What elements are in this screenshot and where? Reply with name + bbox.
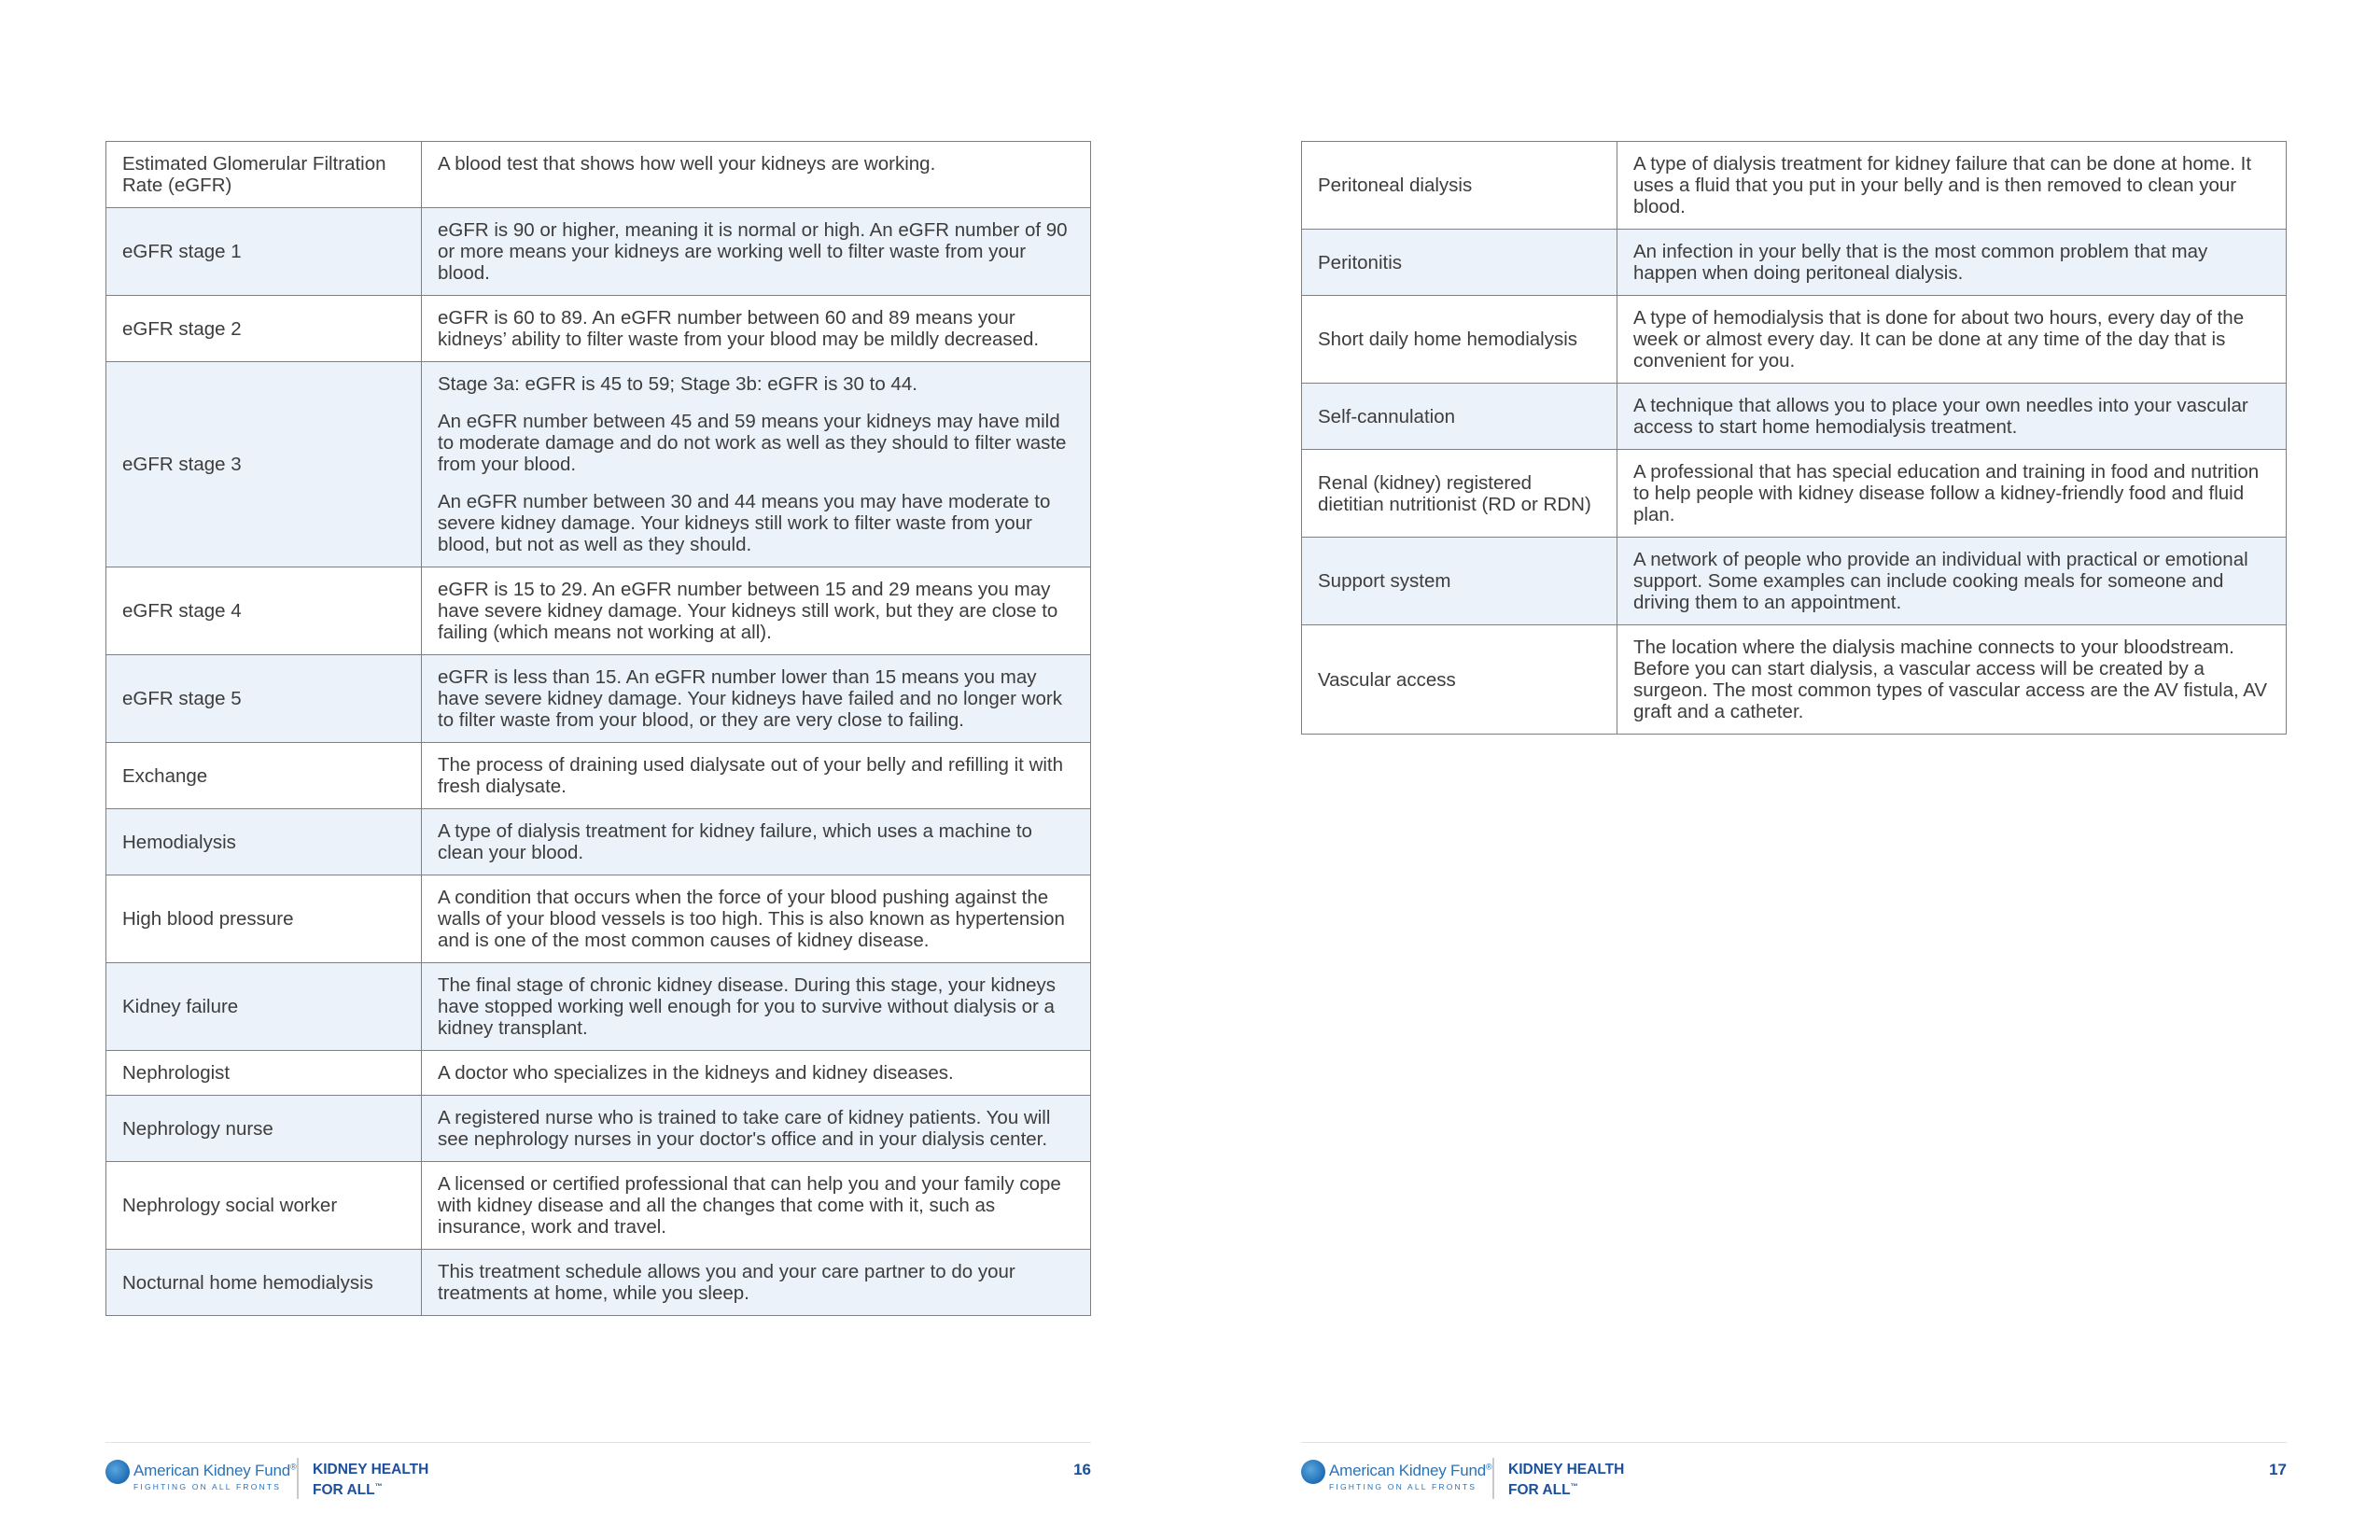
glossary-term: Support system [1302, 538, 1617, 625]
glossary-definition [1617, 142, 2287, 230]
glossary-definition [422, 1096, 1091, 1162]
footer-divider [105, 1442, 1091, 1443]
glossary-row [106, 1162, 1091, 1250]
glossary-term: Kidney failure [106, 963, 422, 1051]
glossary-row [106, 743, 1091, 809]
glossary-term: High blood pressure [106, 875, 422, 963]
glossary-definition [1617, 296, 2287, 384]
glossary-definition [422, 142, 1091, 208]
glossary-definition [422, 208, 1091, 296]
akf-logo-icon [1301, 1460, 1325, 1484]
definition-paragraph: The location where the dialysis machine connects to your bloodstream. Before you can start dialysis, a vascular access will be created by a surgeon. The most common types of vascular access are the AV fistula, AV graft and a catheter. [1633, 637, 2268, 722]
definition-paragraph: A type of hemodialysis that is done for about two hours, every day of the week or almost every day. It can be done at any time of the day that is convenient for you. [1633, 307, 2245, 371]
glossary-row [106, 208, 1091, 296]
page-number: 17 [2269, 1461, 2287, 1478]
glossary-term: Self-cannulation [1302, 384, 1617, 450]
glossary-term: eGFR stage 1 [106, 208, 422, 296]
glossary-row [106, 875, 1091, 963]
org-name: American Kidney Fund® [133, 1462, 297, 1479]
glossary-term: Nocturnal home hemodialysis [106, 1250, 422, 1316]
definition-paragraph: A licensed or certified professional that can help you and your family cope with kidney disease and all the changes that come with it, such as insurance, work and travel. [438, 1173, 1061, 1238]
definition-paragraph: eGFR is 60 to 89. An eGFR number between 60 and 89 means your kidneys’ ability to filter waste from your blood may be mildly decreased. [438, 307, 1040, 350]
definition-paragraph: eGFR is 15 to 29. An eGFR number between 15 and 29 means you may have severe kidney damage. Your kidneys still work, but they are close to failing (which means not working at all). [438, 579, 1058, 643]
glossary-definition [422, 1162, 1091, 1250]
glossary-table [1301, 141, 2287, 735]
glossary-row [106, 1096, 1091, 1162]
glossary-row [1302, 142, 2287, 230]
glossary-row [1302, 230, 2287, 296]
glossary-definition [422, 655, 1091, 743]
glossary-definition [422, 1250, 1091, 1316]
glossary-term: Nephrology social worker [106, 1162, 422, 1250]
glossary-definition [422, 875, 1091, 963]
definition-paragraph: A type of dialysis treatment for kidney failure, which uses a machine to clean your blood. [438, 820, 1032, 863]
glossary-term: Peritonitis [1302, 230, 1617, 296]
glossary-term: Hemodialysis [106, 809, 422, 875]
glossary-definition [1617, 538, 2287, 625]
glossary-row [1302, 296, 2287, 384]
glossary-definition [422, 1051, 1091, 1096]
glossary-definition [422, 296, 1091, 362]
glossary-definition [422, 809, 1091, 875]
org-tagline: FIGHTING ON ALL FRONTS [1329, 1482, 1477, 1491]
definition-paragraph: An eGFR number between 45 and 59 means your kidneys may have mild to moderate damage and do not work as well as they should to filter waste from your blood. [438, 411, 1067, 475]
definition-paragraph: A doctor who specializes in the kidneys and kidney diseases. [438, 1062, 954, 1084]
footer-divider [1301, 1442, 2287, 1443]
glossary-row [106, 142, 1091, 208]
definition-paragraph: A technique that allows you to place your own needles into your vascular access to start home hemodialysis treatment. [1633, 395, 2248, 438]
glossary-row [106, 567, 1091, 655]
glossary-definition [422, 362, 1091, 567]
definition-paragraph: A registered nurse who is trained to take care of kidney patients. You will see nephrology nurses in your doctor's office and in your dialysis center. [438, 1107, 1051, 1150]
glossary-table [105, 141, 1091, 1316]
definition-paragraph: A type of dialysis treatment for kidney failure that can be done at home. It uses a fluid that you put in your belly and is then removed to clean your blood. [1633, 153, 2252, 217]
glossary-definition [1617, 625, 2287, 735]
glossary-row [1302, 625, 2287, 735]
glossary-row [106, 296, 1091, 362]
glossary-row [1302, 450, 2287, 538]
glossary-term: Nephrology nurse [106, 1096, 422, 1162]
org-tagline: FIGHTING ON ALL FRONTS [133, 1482, 282, 1491]
glossary-term: Short daily home hemodialysis [1302, 296, 1617, 384]
campaign-name: KIDNEY HEALTH FOR ALL™ [1508, 1462, 1625, 1499]
definition-paragraph: eGFR is 90 or higher, meaning it is normal or high. An eGFR number of 90 or more means your kidneys are working well to filter waste from your blood. [438, 219, 1068, 284]
glossary-term: eGFR stage 4 [106, 567, 422, 655]
definition-paragraph: A professional that has special education and training in food and nutrition to help people with kidney disease follow a kidney-friendly food and fluid plan. [1633, 461, 2260, 525]
glossary-definition [1617, 230, 2287, 296]
glossary-row [1302, 538, 2287, 625]
definition-paragraph: A condition that occurs when the force of your blood pushing against the walls of your blood vessels is too high. This is also known as hypertension and is one of the most common causes of kidney disease. [438, 887, 1065, 951]
glossary-term: Peritoneal dialysis [1302, 142, 1617, 230]
glossary-definition [1617, 450, 2287, 538]
definition-paragraph: This treatment schedule allows you and your care partner to do your treatments at home, while you sleep. [438, 1261, 1015, 1304]
glossary-row [106, 362, 1091, 567]
glossary-row [106, 1051, 1091, 1096]
definition-paragraph: The process of draining used dialysate out of your belly and refilling it with fresh dialysate. [438, 754, 1064, 797]
glossary-term: eGFR stage 3 [106, 362, 422, 567]
glossary-term: eGFR stage 5 [106, 655, 422, 743]
glossary-term: Nephrologist [106, 1051, 422, 1096]
definition-paragraph: A blood test that shows how well your kidneys are working. [438, 153, 936, 175]
definition-paragraph: eGFR is less than 15. An eGFR number lower than 15 means you may have severe kidney damage. Your kidneys have failed and no longer work to filter waste from your blood, or they are very close to failing. [438, 666, 1062, 731]
definition-paragraph: An eGFR number between 30 and 44 means you may have moderate to severe kidney damage. Your kidneys still work to filter waste from your blood, but not as well as they should. [438, 491, 1051, 555]
glossary-definition [422, 743, 1091, 809]
page-number: 16 [1073, 1461, 1091, 1478]
definition-paragraph: The final stage of chronic kidney disease. During this stage, your kidneys have stopped working well enough for you to survive without dialysis or a kidney transplant. [438, 974, 1057, 1039]
definition-paragraph: An infection in your belly that is the most common problem that may happen when doing peritoneal dialysis. [1633, 241, 2208, 284]
org-name: American Kidney Fund® [1329, 1462, 1492, 1479]
glossary-term: Estimated Glomerular Filtration Rate (eGFR) [106, 142, 422, 208]
glossary-row [106, 963, 1091, 1051]
glossary-definition [422, 567, 1091, 655]
glossary-term: eGFR stage 2 [106, 296, 422, 362]
akf-logo-icon [105, 1460, 130, 1484]
definition-paragraph: Stage 3a: eGFR is 45 to 59; Stage 3b: eGFR is 30 to 44. [438, 373, 917, 395]
glossary-row [1302, 384, 2287, 450]
glossary-row [106, 809, 1091, 875]
glossary-term: Vascular access [1302, 625, 1617, 735]
campaign-name: KIDNEY HEALTH FOR ALL™ [313, 1462, 429, 1499]
glossary-term: Exchange [106, 743, 422, 809]
logo-divider [297, 1458, 299, 1499]
logo-divider [1492, 1458, 1494, 1499]
glossary-definition [422, 963, 1091, 1051]
definition-paragraph: A network of people who provide an individual with practical or emotional support. Some examples can include cooking meals for someone and driving them to an appointment. [1633, 549, 2248, 613]
glossary-row [106, 655, 1091, 743]
glossary-definition [1617, 384, 2287, 450]
glossary-term: Renal (kidney) registered dietitian nutritionist (RD or RDN) [1302, 450, 1617, 538]
glossary-row [106, 1250, 1091, 1316]
